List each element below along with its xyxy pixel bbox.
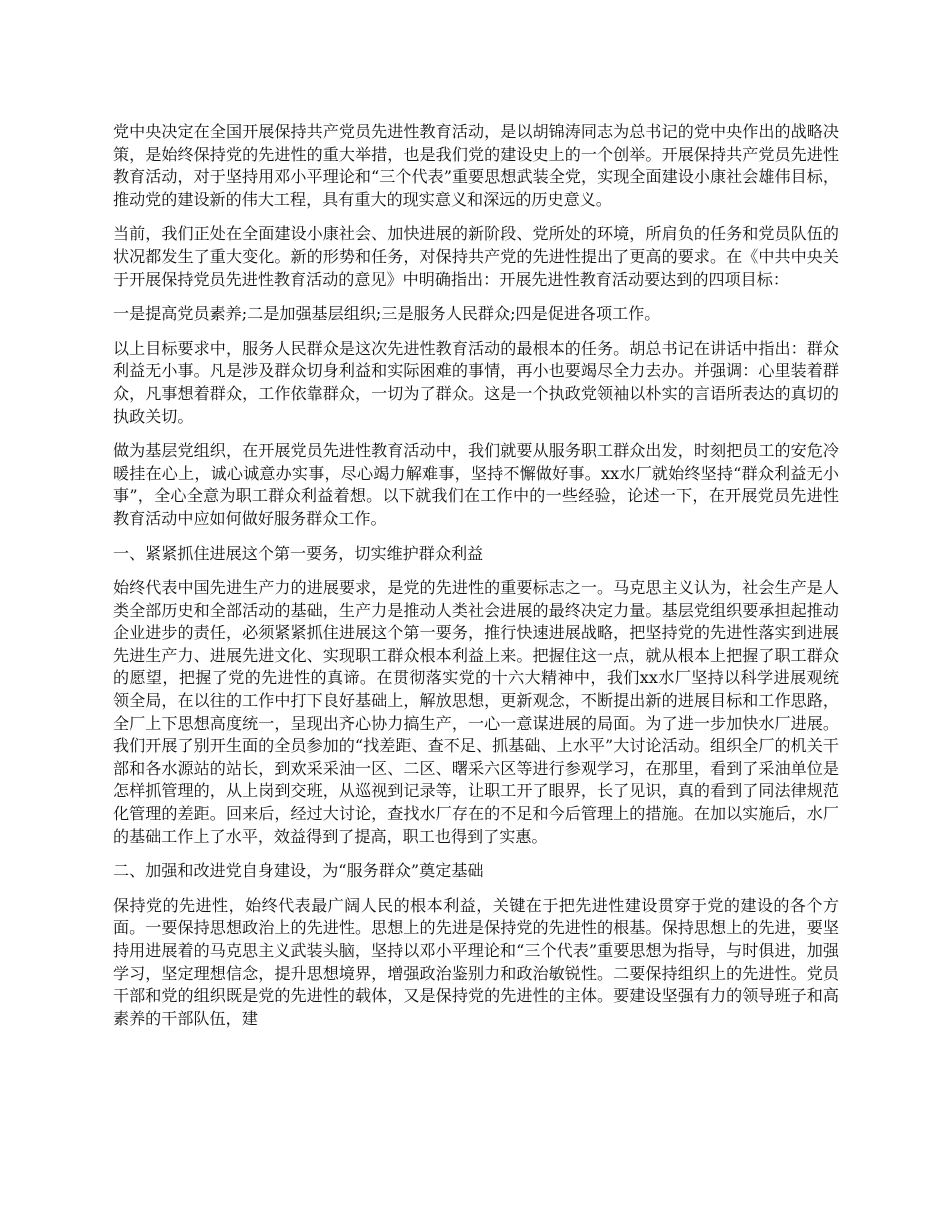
document-body	[113, 121, 839, 1042]
paragraph-section-two-body: 保持党的先进性，始终代表最广阔人民的根本利益，关键在于把先进性建设贯穿于党的建设的各个方面。一要保持思想政治上的先进性。思想上的先进是保持党的先进性的根基。保持思想上的先进，要坚持用进展着的马克思主义武装头脑，坚持以邓小平理论和“三个代表”重要思想为指导，与时俱进，加强学习，坚定理想信念，提升思想境界，增强政治鉴别力和政治敏锐性。二要保持组织上的先进性。党员干部和党的组织既是党的先进性的载体，又是保持党的先进性的主体。要建设坚强有力的领导班子和高素养的干部队伍，建	[113, 895, 839, 1028]
paragraph-serve-people: 以上目标要求中，服务人民群众是这次先进性教育活动的最根本的任务。胡总书记在讲话中指出：群众利益无小事。凡是涉及群众切身利益和实际困难的事情，再小也要竭尽全力去办。并强调：心里装着群众，凡事想着群众，工作依靠群众，一切为了群众。这是一个执政党领袖以朴实的言语所表达的真切的执政关切。	[113, 338, 839, 426]
section-heading-one: 一、紧紧抓住进展这个第一要务，切实维护群众利益	[113, 543, 484, 563]
paragraph-four-goals: 一是提高党员素养;二是加强基层组织;三是服务人民群众;四是促进各项工作。	[113, 304, 661, 324]
paragraph-section-one-body: 始终代表中国先进生产力的进展要求，是党的先进性的重要标志之一。马克思主义认为，社会生产是人类全部历史和全部活动的基础，生产力是推动人类社会进展的最终决定力量。基层党组织要承担起推动企业进步的责任，必须紧紧抓住进展这个第一要务，推行快速进展战略，把坚持党的先进性落实到进展先进生产力、进展先进文化、实现职工群众根本利益上来。把握住这一点，就从根本上把握了职工群众的愿望，把握了党的先进性的真谛。在贯彻落实党的十六大精神中，我们xx水厂坚持以科学进展观统领全局，在以往的工作中打下良好基础上，解放思想，更新观念，不断提出新的进展目标和工作思路，全厂上下思想高度统一，呈现出齐心协力搞生产，一心一意谋进展的局面。为了进一步加快水厂进展。我们开展了别开生面的全员参加的“找差距、查不足、抓基础、上水平”大讨论活动。组织全厂的机关干部和各水源站的站长，到欢采采油一区、二区、曙采六区等进行参观学习，在那里，看到了采油单位是怎样抓管理的，从上岗到交班，从巡视到记录等，让职工开了眼界，长了见识，真的看到了同法律规范化管理的差距。回来后，经过大讨论，查找水厂存在的不足和今后管理上的措施。在加以实施后，水厂的基础工作上了水平，效益得到了提高，职工也得到了实惠。	[113, 578, 839, 846]
section-heading-two: 二、加强和改进党自身建设，为“服务群众”奠定基础	[113, 861, 484, 881]
paragraph-grassroots: 做为基层党组织，在开展党员先进性教育活动中，我们就要从服务职工群众出发，时刻把员工的安危冷暖挂在心上，诚心诚意办实事，尽心竭力解难事，坚持不懈做好事。xx水厂就始终坚持“群众利益无小事”，全心全意为职工群众利益着想。以下就我们在工作中的一些经验，论述一下，在开展党员先进性教育活动中应如何做好服务群众工作。	[113, 441, 839, 528]
paragraph-current-situation: 当前，我们正处在全面建设小康社会、加快进展的新阶段、党所处的环境，所肩负的任务和党员队伍的状况都发生了重大变化。新的形势和任务，对保持共产党的先进性提出了更高的要求。在《中共中央关于开展保持党员先进性教育活动的意见》中明确指出：开展先进性教育活动要达到的四项目标：	[113, 224, 839, 289]
paragraph-intro: 党中央决定在全国开展保持共产党员先进性教育活动，是以胡锦涛同志为总书记的党中央作出的战略决策，是始终保持党的先进性的重大举措，也是我们党的建设史上的一个创举。开展保持共产党员先进性教育活动，对于坚持用邓小平理论和“三个代表”重要思想武装全党，实现全面建设小康社会雄伟目标，推动党的建设新的伟大工程，具有重大的现实意义和深远的历史意义。	[113, 122, 839, 209]
